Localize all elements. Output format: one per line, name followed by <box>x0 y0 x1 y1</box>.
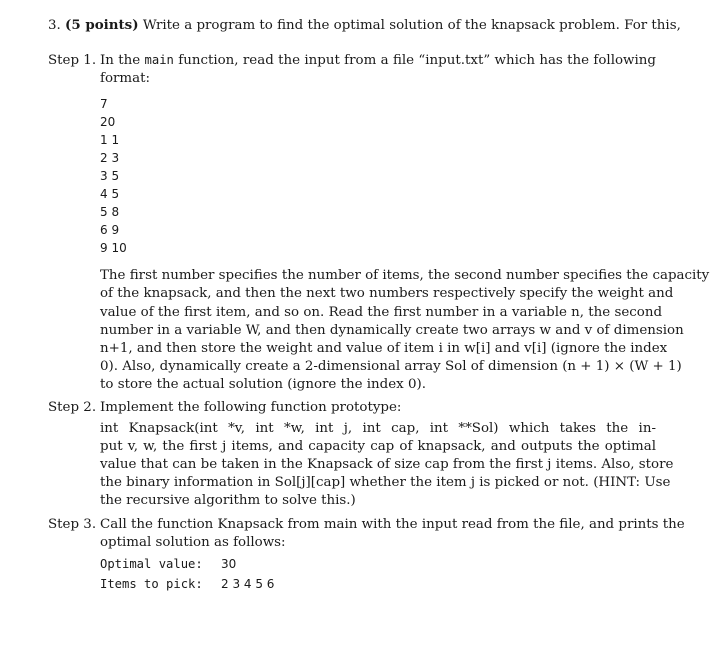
paragraph-line: put v, w, the first j items, and capacity cap of knapsack, and outputs the optimal <box>100 439 656 454</box>
items-to-pick-value: 2 3 4 5 6 <box>221 577 275 591</box>
paragraph-line: 0). Also, dynamically create a 2-dimensional array Sol of dimension (n + 1) × (W + 1) <box>100 359 682 374</box>
input-line: 6 9 <box>100 223 120 237</box>
step3-line2: optimal solution as follows: <box>100 535 286 550</box>
step1-line2: format: <box>100 71 150 86</box>
step2-label: Step 2. <box>48 400 97 415</box>
step3-line1: Call the function Knapsack from main with the input read from the file, and prints the <box>100 517 685 532</box>
paragraph-line: value that can be taken in the Knapsack of size cap from the first j items. Also, store <box>100 457 674 472</box>
paragraph-line: of the knapsack, and then the next two numbers respectively specify the weight and <box>100 286 674 301</box>
input-line: 5 8 <box>100 205 120 219</box>
input-line: 3 5 <box>100 169 120 183</box>
paragraph-line: value of the first item, and so on. Read the first number in a variable n, the second <box>100 305 663 320</box>
input-line: 2 3 <box>100 151 120 165</box>
paragraph-line: the binary information in Sol[j][cap] whether the item j is picked or not. (HINT: Use <box>100 475 671 490</box>
step1-line1: In the main function, read the input from a file “input.txt” which has the following <box>100 53 656 68</box>
paragraph-line: int Knapsack(int *v, int *w, int j, int cap, int **Sol) which takes the in- <box>100 421 656 436</box>
step2-line1: Implement the following function prototype: <box>100 400 402 415</box>
paragraph-line: n+1, and then store the weight and value of item i in w[i] and v[i] (ignore the index <box>100 341 668 356</box>
input-line: 7 <box>100 97 108 111</box>
paragraph-line: The first number specifies the number of items, the second number specifies the capacity <box>100 268 710 283</box>
main-keyword: main <box>144 53 174 67</box>
paragraph-line: to store the actual solution (ignore the index 0). <box>100 377 426 392</box>
step1-label: Step 1. <box>48 53 97 68</box>
paragraph-line: the recursive algorithm to solve this.) <box>100 493 356 508</box>
paragraph-line: number in a variable W, and then dynamically create two arrays w and v of dimension <box>100 323 684 338</box>
step3-label: Step 3. <box>48 517 97 532</box>
optimal-value-label: Optimal value: <box>100 557 203 571</box>
input-line: 9 10 <box>100 241 127 255</box>
problem-points: (5 points) <box>65 17 139 33</box>
problem-intro: Write a program to find the optimal solution of the knapsack problem. For this, <box>142 18 681 33</box>
input-line: 20 <box>100 115 116 129</box>
input-line: 4 5 <box>100 187 120 201</box>
problem-heading <box>48 17 681 33</box>
problem-number: 3. <box>48 18 61 33</box>
input-line: 1 1 <box>100 133 120 147</box>
items-to-pick-label: Items to pick: <box>100 577 203 591</box>
optimal-value: 30 <box>221 557 237 571</box>
